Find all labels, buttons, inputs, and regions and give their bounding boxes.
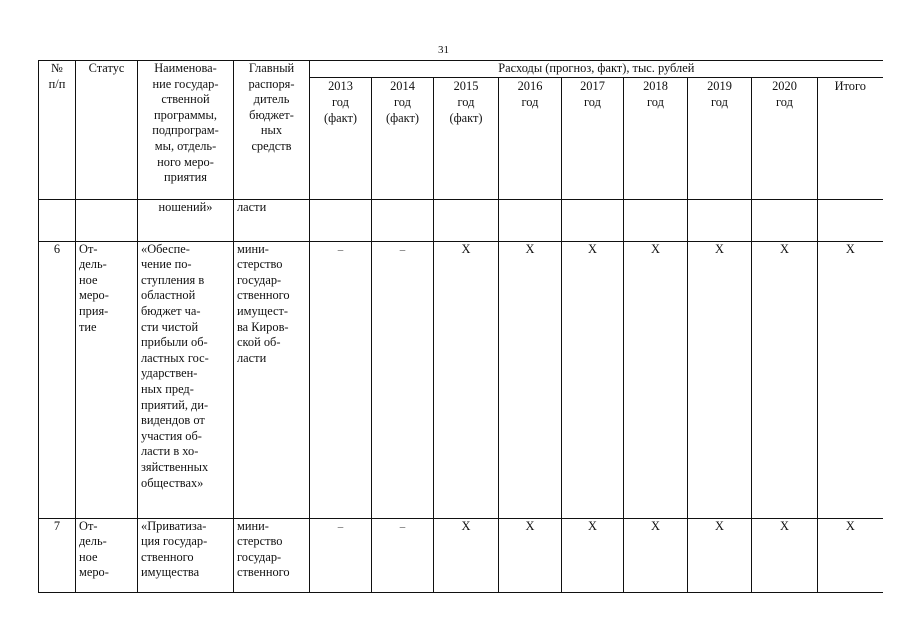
mark-2020: Х (752, 518, 818, 592)
table-row-continuation (39, 199, 883, 241)
mark-2018: Х (624, 518, 688, 592)
mark-2014: – (372, 241, 434, 518)
header-year-2019: 2019 год (688, 77, 752, 199)
header-year-2016: 2016 год (499, 77, 562, 199)
table-row (39, 518, 883, 592)
header-expenses: Расходы (прогноз, факт), тыс. рублей (310, 61, 883, 78)
header-year-2018: 2018 год (624, 77, 688, 199)
mark-2016: Х (499, 518, 562, 592)
header-year-2014: 2014 год (факт) (372, 77, 434, 199)
row-status: От- дель- ное меро- (76, 518, 138, 592)
header-year-2017: 2017 год (562, 77, 624, 199)
header-name: Наименова- ние государ- ственной программы, подпрограм- мы, отдель- ного меро- приятия (138, 61, 234, 200)
mark-2013: – (310, 518, 372, 592)
row-status: От- дель- ное меро- прия- тие (76, 241, 138, 518)
mark-2019: Х (688, 518, 752, 592)
header-row-1 (39, 61, 883, 78)
mark-2014: – (372, 518, 434, 592)
row-admin: мини- стерство государ- ственного имущест- ва Киров- ской об- ласти (234, 241, 310, 518)
expenses-table (38, 60, 883, 593)
row-name: «Обеспе- чение по- ступления в областной бюджет ча- сти чистой прибыли об- ластных гос- ударствен- ных пред- приятий, ди- видендов от участия об- ласти в хо- зяйственных обществах» (138, 241, 234, 518)
header-admin: Главный распоря- дитель бюджет- ных средств (234, 61, 310, 200)
header-total: Итого (818, 77, 883, 199)
cont-name-cell: ношений» (138, 199, 234, 241)
mark-2015: Х (434, 518, 499, 592)
header-year-2015: 2015 год (факт) (434, 77, 499, 199)
mark-total: Х (818, 518, 883, 592)
table-row (39, 241, 883, 518)
mark-2013: – (310, 241, 372, 518)
mark-2018: Х (624, 241, 688, 518)
mark-total: Х (818, 241, 883, 518)
row-num: 7 (39, 518, 76, 592)
mark-2017: Х (562, 518, 624, 592)
row-num: 6 (39, 241, 76, 518)
mark-2020: Х (752, 241, 818, 518)
row-name: «Приватиза- ция государ- ственного имущества (138, 518, 234, 592)
mark-2017: Х (562, 241, 624, 518)
page-number: 31 (438, 44, 449, 56)
cont-admin-cell: ласти (234, 199, 310, 241)
mark-2016: Х (499, 241, 562, 518)
row-admin: мини- стерство государ- ственного (234, 518, 310, 592)
header-num: № п/п (39, 61, 76, 200)
mark-2015: Х (434, 241, 499, 518)
header-status: Статус (76, 61, 138, 200)
header-year-2013: 2013 год (факт) (310, 77, 372, 199)
header-year-2020: 2020 год (752, 77, 818, 199)
mark-2019: Х (688, 241, 752, 518)
